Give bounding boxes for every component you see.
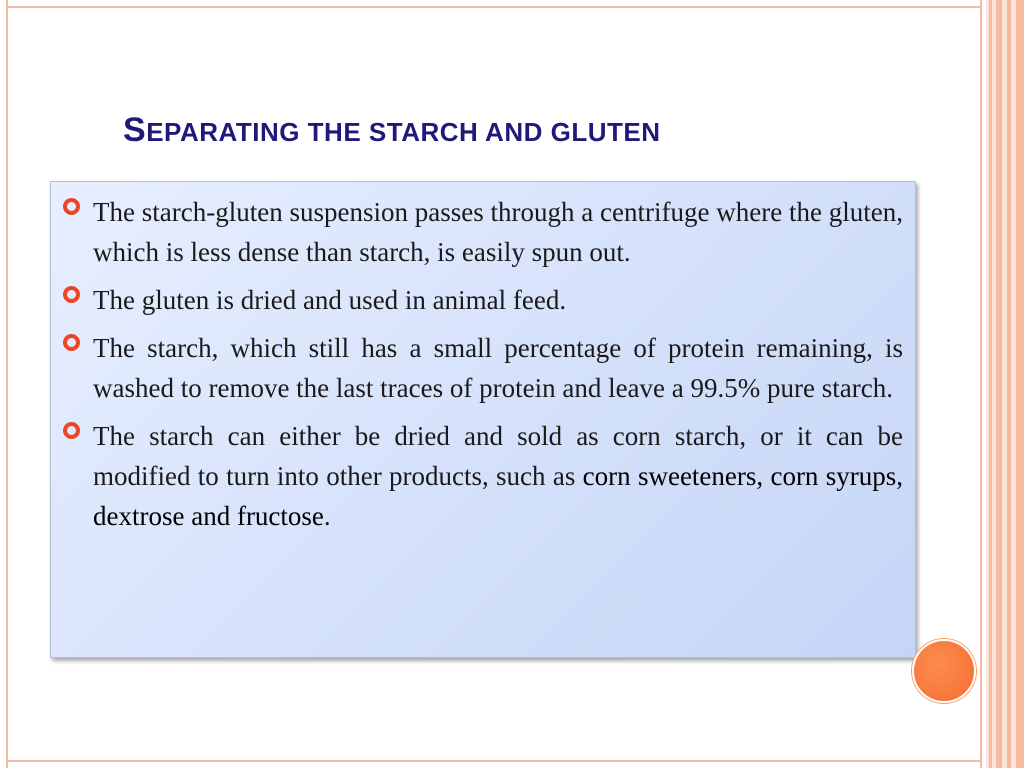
decorative-stripe <box>1007 0 1011 768</box>
frame-left-line <box>6 0 8 768</box>
bullet-ring-icon <box>63 286 80 303</box>
frame-right-line <box>980 0 982 768</box>
frame-top-line <box>6 6 982 8</box>
decorative-stripe <box>996 0 1002 768</box>
bullet-list <box>51 192 917 544</box>
decorative-stripe <box>1016 0 1024 768</box>
bullet-ring-icon <box>63 198 80 215</box>
bullet-text <box>93 416 903 536</box>
bullet-text-end: . <box>323 501 331 531</box>
slide-title <box>123 110 661 152</box>
frame-bottom-line <box>6 760 982 762</box>
bullet-text: The starch, which still has a small percentage of protein remaining, is washed to remove the last traces of protein and leave a 99.5% pure starch. <box>93 333 903 403</box>
bullet-item <box>51 280 917 320</box>
slide-title-initial: S <box>123 111 147 149</box>
bullet-text-emphasis: corn sweeteners, corn syrups, dextrose and fructose <box>93 461 904 531</box>
bullet-item <box>51 328 917 408</box>
bullet-ring-icon <box>63 334 80 351</box>
bullet-text: The gluten is dried and used in animal feed. <box>93 285 567 315</box>
orange-circle-decoration <box>912 639 976 703</box>
bullet-text: The starch-gluten suspension passes through a centrifuge where the gluten, which is less dense than starch, is easily spun out. <box>93 197 903 267</box>
bullet-item <box>51 192 917 272</box>
content-box <box>50 181 916 658</box>
decorative-stripe <box>989 0 992 768</box>
slide-title-rest: EPARATING THE STARCH AND GLUTEN <box>146 117 661 147</box>
bullet-ring-icon <box>63 422 80 439</box>
bullet-text-start: The starch can either be dried and sold as corn starch, or it can be modified to turn into other products, such as <box>93 421 903 491</box>
bullet-item <box>51 416 917 536</box>
